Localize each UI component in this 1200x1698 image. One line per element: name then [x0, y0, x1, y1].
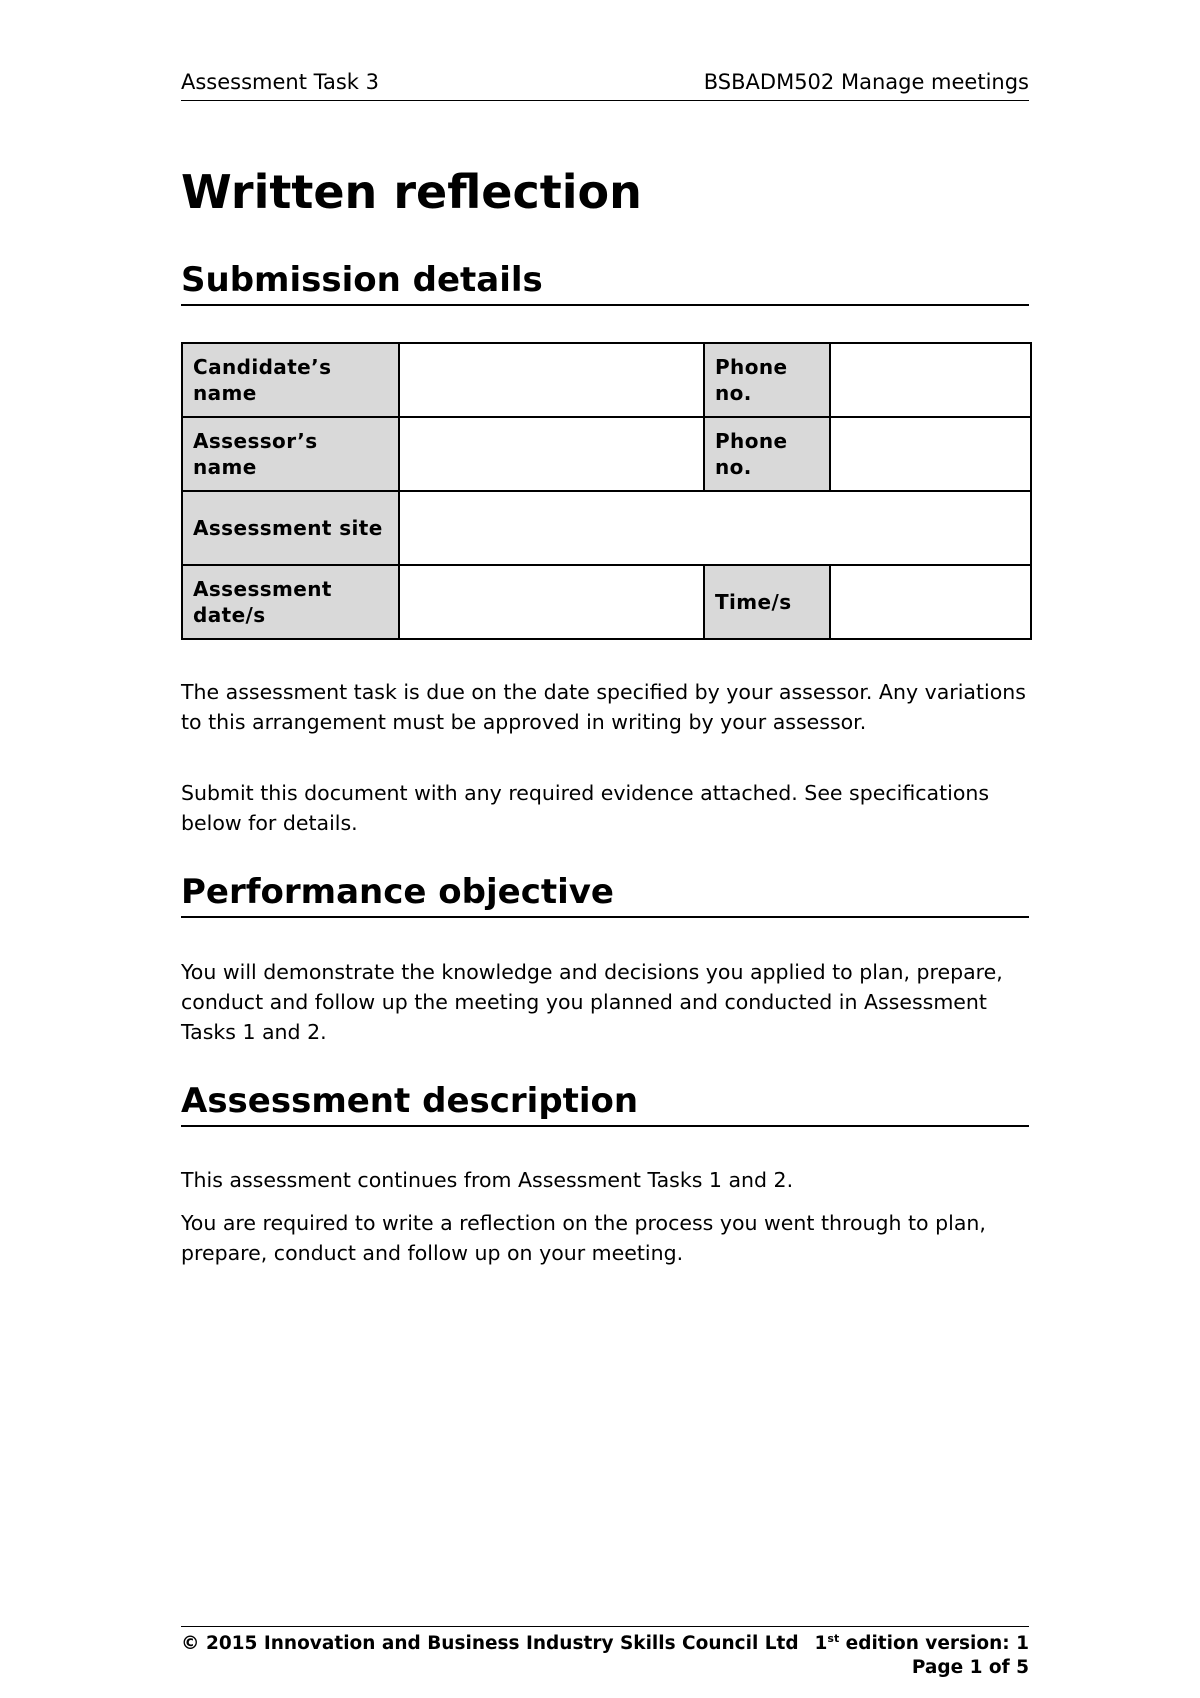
candidate-phone-field[interactable] — [830, 343, 1031, 417]
candidate-name-field[interactable] — [399, 343, 704, 417]
table-row — [182, 565, 1031, 639]
submission-details-heading: Submission details — [181, 260, 1029, 306]
submit-paragraph: Submit this document with any required evidence attached. See specifications below for details. — [181, 781, 990, 835]
document-page — [181, 0, 1029, 1698]
submission-details-table — [181, 342, 1032, 640]
copyright-text: © 2015 Innovation and Business Industry Skills Council Ltd — [181, 1633, 799, 1654]
assessor-phone-label: Phone no. — [704, 417, 830, 491]
page-title: Written reflection — [181, 165, 642, 219]
table-row — [182, 491, 1031, 565]
assessment-description-paragraph: This assessment continues from Assessment Tasks 1 and 2. — [181, 1168, 794, 1192]
assessment-date-label: Assessment date/s — [182, 565, 399, 639]
candidate-name-label: Candidate’s name — [182, 343, 399, 417]
candidate-phone-label: Phone no. — [704, 343, 830, 417]
assessment-description-heading: Assessment description — [181, 1081, 1029, 1127]
performance-objective-paragraph: You will demonstrate the knowledge and decisions you applied to plan, prepare, conduct and follow up the meeting you planned and conducted in Assessment Tasks 1 and 2. — [181, 960, 1003, 1044]
edition-version: edition version: 1 — [839, 1633, 1029, 1654]
edition-ordinal: st — [827, 1631, 840, 1645]
edition-text — [815, 1633, 1029, 1654]
performance-objective-heading: Performance objective — [181, 872, 1029, 918]
table-row — [182, 417, 1031, 491]
page-footer — [181, 1626, 1029, 1681]
assessor-name-label: Assessor’s name — [182, 417, 399, 491]
table-row — [182, 343, 1031, 417]
assessment-site-label: Assessment site — [182, 491, 399, 565]
header-unit: BSBADM502 Manage meetings — [703, 70, 1029, 94]
page-number: Page 1 of 5 — [911, 1657, 1029, 1678]
assessment-time-field[interactable] — [830, 565, 1031, 639]
assessor-phone-field[interactable] — [830, 417, 1031, 491]
assessment-site-field[interactable] — [399, 491, 1031, 565]
assessor-name-field[interactable] — [399, 417, 704, 491]
due-date-paragraph: The assessment task is due on the date specified by your assessor. Any variations to this arrangement must be approved in writing by your assessor. — [181, 680, 1026, 734]
header-task: Assessment Task 3 — [181, 70, 380, 94]
edition-number: 1 — [814, 1633, 828, 1654]
assessment-time-label: Time/s — [704, 565, 830, 639]
assessment-date-field[interactable] — [399, 565, 704, 639]
page-header — [181, 70, 1029, 101]
assessment-description-paragraph: You are required to write a reflection on the process you went through to plan, prepare, conduct and follow up on your meeting. — [181, 1211, 986, 1265]
